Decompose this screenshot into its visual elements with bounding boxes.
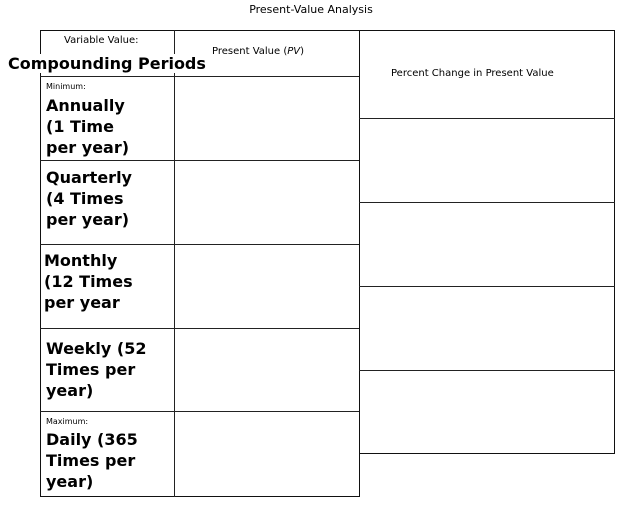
left-table-row-divider [40, 244, 360, 245]
row-label-daily [46, 429, 138, 492]
row-label-line: Monthly [44, 251, 118, 270]
row-label-line: per year [44, 293, 120, 312]
variable-value-label: Variable Value: [64, 35, 139, 46]
left-table-row-divider [40, 160, 360, 161]
row-label-line: Weekly (52 [46, 339, 147, 358]
row-label-quarterly [46, 167, 132, 230]
row-label-line: year) [46, 381, 94, 400]
row-label-line: (4 Times [46, 189, 124, 208]
row-label-weekly [46, 338, 146, 401]
present-value-text: Present Value ( [212, 46, 288, 57]
present-value-abbr: PV [287, 46, 301, 57]
row-label-line: Quarterly [46, 168, 132, 187]
row-label-line: Times per [46, 360, 136, 379]
row-tag-maximum: Maximum: [46, 417, 89, 426]
row-label-line: year) [46, 472, 94, 491]
row-label-line: Times per [46, 451, 136, 470]
right-table-row-divider [359, 286, 615, 287]
page-title: Present-Value Analysis [249, 3, 373, 16]
right-table [359, 30, 615, 454]
left-table-row-divider [40, 411, 360, 412]
row-label-annually [46, 95, 129, 158]
row-label-monthly [44, 250, 133, 313]
row-label-line: (12 Times [44, 272, 133, 291]
row-label-line: (1 Time [46, 117, 114, 136]
left-table-row-divider [40, 328, 360, 329]
row-tag-minimum: Minimum: [46, 82, 86, 91]
row-label-line: per year) [46, 210, 130, 229]
percent-change-label: Percent Change in Present Value [391, 68, 554, 79]
right-table-row-divider [359, 370, 615, 371]
row-label-line: Daily (365 [46, 430, 138, 449]
left-table-row-divider [40, 76, 360, 77]
right-table-row-divider [359, 202, 615, 203]
left-table-column-divider [174, 30, 175, 497]
right-table-row-divider [359, 118, 615, 119]
compounding-periods-label: Compounding Periods [8, 54, 206, 73]
present-value-close: ) [300, 46, 305, 57]
present-value-label [212, 46, 304, 57]
row-label-line: per year) [46, 138, 130, 157]
row-label-line: Annually [46, 96, 125, 115]
